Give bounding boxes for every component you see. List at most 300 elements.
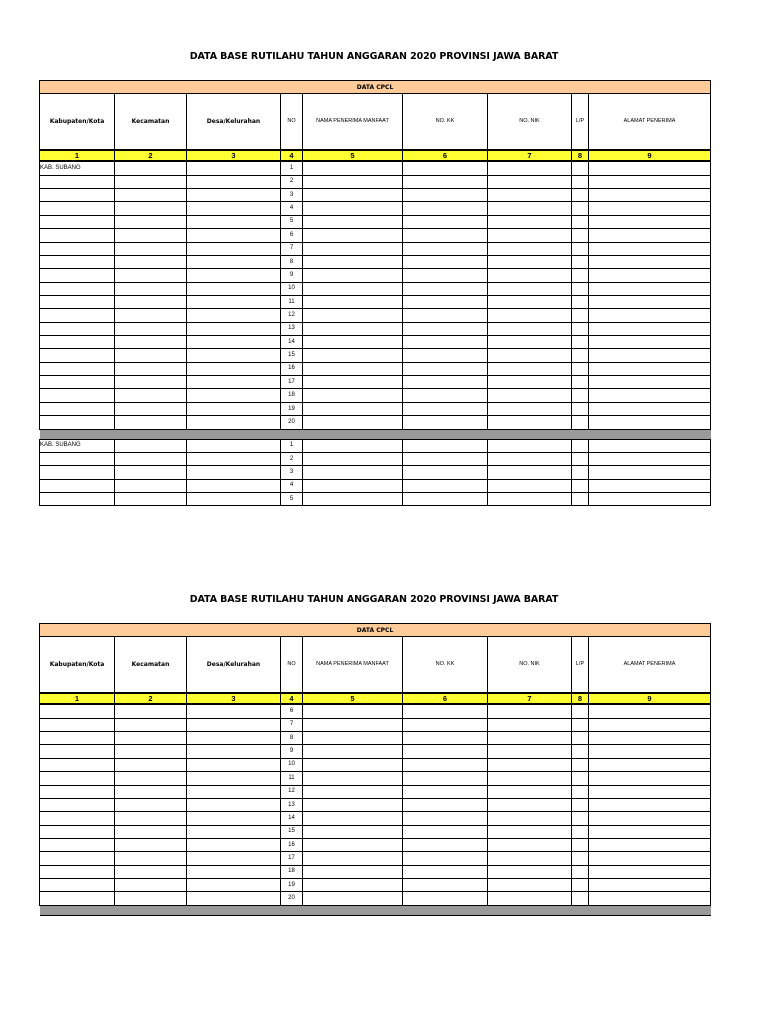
lp-cell[interactable] (572, 269, 589, 282)
alamat-penerima-cell[interactable] (589, 852, 711, 865)
alamat-penerima-cell[interactable] (589, 879, 711, 892)
kabupaten-kota-cell[interactable] (40, 704, 115, 718)
no-kk-cell[interactable] (403, 322, 488, 335)
lp-cell[interactable] (572, 175, 589, 188)
lp-cell[interactable] (572, 852, 589, 865)
lp-cell[interactable] (572, 322, 589, 335)
lp-cell[interactable] (572, 879, 589, 892)
desa-kelurahan-cell[interactable] (187, 202, 281, 215)
kabupaten-kota-cell[interactable] (40, 309, 115, 322)
kecamatan-cell[interactable] (115, 229, 187, 242)
no-nik-cell[interactable] (488, 745, 572, 758)
no-cell[interactable]: 13 (281, 322, 303, 335)
kabupaten-kota-cell[interactable] (40, 825, 115, 838)
alamat-penerima-cell[interactable] (589, 439, 711, 452)
no-kk-cell[interactable] (403, 812, 488, 825)
desa-kelurahan-cell[interactable] (187, 852, 281, 865)
desa-kelurahan-cell[interactable] (187, 879, 281, 892)
alamat-penerima-cell[interactable] (589, 229, 711, 242)
nama-penerima-manfaat-cell[interactable] (303, 812, 403, 825)
kecamatan-cell[interactable] (115, 202, 187, 215)
kecamatan-cell[interactable] (115, 309, 187, 322)
no-cell[interactable]: 12 (281, 785, 303, 798)
nama-penerima-manfaat-cell[interactable] (303, 492, 403, 505)
kecamatan-cell[interactable] (115, 389, 187, 402)
no-nik-cell[interactable] (488, 452, 572, 465)
no-kk-cell[interactable] (403, 416, 488, 429)
no-cell[interactable]: 2 (281, 452, 303, 465)
lp-cell[interactable] (572, 772, 589, 785)
alamat-penerima-cell[interactable] (589, 215, 711, 228)
alamat-penerima-cell[interactable] (589, 349, 711, 362)
lp-cell[interactable] (572, 812, 589, 825)
no-cell[interactable]: 20 (281, 892, 303, 905)
no-kk-cell[interactable] (403, 282, 488, 295)
nama-penerima-manfaat-cell[interactable] (303, 732, 403, 745)
kecamatan-cell[interactable] (115, 349, 187, 362)
kecamatan-cell[interactable] (115, 825, 187, 838)
desa-kelurahan-cell[interactable] (187, 718, 281, 731)
no-cell[interactable]: 11 (281, 295, 303, 308)
no-nik-cell[interactable] (488, 255, 572, 268)
no-kk-cell[interactable] (403, 492, 488, 505)
alamat-penerima-cell[interactable] (589, 202, 711, 215)
kecamatan-cell[interactable] (115, 838, 187, 851)
kecamatan-cell[interactable] (115, 852, 187, 865)
nama-penerima-manfaat-cell[interactable] (303, 336, 403, 349)
nama-penerima-manfaat-cell[interactable] (303, 376, 403, 389)
lp-cell[interactable] (572, 255, 589, 268)
alamat-penerima-cell[interactable] (589, 718, 711, 731)
desa-kelurahan-cell[interactable] (187, 798, 281, 811)
alamat-penerima-cell[interactable] (589, 269, 711, 282)
lp-cell[interactable] (572, 295, 589, 308)
no-cell[interactable]: 12 (281, 309, 303, 322)
no-cell[interactable]: 6 (281, 704, 303, 718)
desa-kelurahan-cell[interactable] (187, 479, 281, 492)
no-kk-cell[interactable] (403, 745, 488, 758)
alamat-penerima-cell[interactable] (589, 732, 711, 745)
desa-kelurahan-cell[interactable] (187, 175, 281, 188)
no-cell[interactable]: 9 (281, 269, 303, 282)
desa-kelurahan-cell[interactable] (187, 269, 281, 282)
nama-penerima-manfaat-cell[interactable] (303, 229, 403, 242)
lp-cell[interactable] (572, 336, 589, 349)
nama-penerima-manfaat-cell[interactable] (303, 416, 403, 429)
kabupaten-kota-cell[interactable] (40, 732, 115, 745)
alamat-penerima-cell[interactable] (589, 492, 711, 505)
kabupaten-kota-cell[interactable] (40, 798, 115, 811)
no-kk-cell[interactable] (403, 852, 488, 865)
no-cell[interactable]: 13 (281, 798, 303, 811)
nama-penerima-manfaat-cell[interactable] (303, 772, 403, 785)
kabupaten-kota-cell[interactable] (40, 389, 115, 402)
desa-kelurahan-cell[interactable] (187, 215, 281, 228)
no-nik-cell[interactable] (488, 466, 572, 479)
no-cell[interactable]: 16 (281, 838, 303, 851)
no-nik-cell[interactable] (488, 322, 572, 335)
nama-penerima-manfaat-cell[interactable] (303, 282, 403, 295)
kecamatan-cell[interactable] (115, 161, 187, 175)
no-kk-cell[interactable] (403, 215, 488, 228)
lp-cell[interactable] (572, 704, 589, 718)
kabupaten-kota-cell[interactable] (40, 215, 115, 228)
kabupaten-kota-cell[interactable] (40, 229, 115, 242)
alamat-penerima-cell[interactable] (589, 798, 711, 811)
no-cell[interactable]: 15 (281, 349, 303, 362)
no-kk-cell[interactable] (403, 309, 488, 322)
no-cell[interactable]: 8 (281, 732, 303, 745)
no-cell[interactable]: 1 (281, 161, 303, 175)
no-kk-cell[interactable] (403, 758, 488, 771)
no-nik-cell[interactable] (488, 215, 572, 228)
nama-penerima-manfaat-cell[interactable] (303, 161, 403, 175)
alamat-penerima-cell[interactable] (589, 838, 711, 851)
lp-cell[interactable] (572, 161, 589, 175)
no-kk-cell[interactable] (403, 439, 488, 452)
kecamatan-cell[interactable] (115, 758, 187, 771)
alamat-penerima-cell[interactable] (589, 255, 711, 268)
no-cell[interactable]: 6 (281, 229, 303, 242)
no-kk-cell[interactable] (403, 865, 488, 878)
desa-kelurahan-cell[interactable] (187, 322, 281, 335)
no-nik-cell[interactable] (488, 295, 572, 308)
kecamatan-cell[interactable] (115, 745, 187, 758)
nama-penerima-manfaat-cell[interactable] (303, 452, 403, 465)
lp-cell[interactable] (572, 282, 589, 295)
alamat-penerima-cell[interactable] (589, 389, 711, 402)
desa-kelurahan-cell[interactable] (187, 402, 281, 415)
kabupaten-kota-cell[interactable] (40, 202, 115, 215)
no-nik-cell[interactable] (488, 812, 572, 825)
no-kk-cell[interactable] (403, 189, 488, 202)
desa-kelurahan-cell[interactable] (187, 189, 281, 202)
kabupaten-kota-cell[interactable] (40, 255, 115, 268)
kabupaten-kota-cell[interactable] (40, 879, 115, 892)
no-nik-cell[interactable] (488, 402, 572, 415)
no-kk-cell[interactable] (403, 362, 488, 375)
alamat-penerima-cell[interactable] (589, 745, 711, 758)
nama-penerima-manfaat-cell[interactable] (303, 295, 403, 308)
alamat-penerima-cell[interactable] (589, 785, 711, 798)
kabupaten-kota-cell[interactable]: KAB. SUBANG (40, 161, 115, 175)
no-cell[interactable]: 10 (281, 282, 303, 295)
desa-kelurahan-cell[interactable] (187, 492, 281, 505)
lp-cell[interactable] (572, 215, 589, 228)
kabupaten-kota-cell[interactable] (40, 718, 115, 731)
no-cell[interactable]: 10 (281, 758, 303, 771)
alamat-penerima-cell[interactable] (589, 812, 711, 825)
no-nik-cell[interactable] (488, 389, 572, 402)
no-cell[interactable]: 19 (281, 402, 303, 415)
no-kk-cell[interactable] (403, 242, 488, 255)
kabupaten-kota-cell[interactable] (40, 452, 115, 465)
nama-penerima-manfaat-cell[interactable] (303, 704, 403, 718)
desa-kelurahan-cell[interactable] (187, 416, 281, 429)
kecamatan-cell[interactable] (115, 718, 187, 731)
alamat-penerima-cell[interactable] (589, 865, 711, 878)
no-nik-cell[interactable] (488, 439, 572, 452)
nama-penerima-manfaat-cell[interactable] (303, 879, 403, 892)
kabupaten-kota-cell[interactable] (40, 376, 115, 389)
alamat-penerima-cell[interactable] (589, 362, 711, 375)
kecamatan-cell[interactable] (115, 362, 187, 375)
no-cell[interactable]: 7 (281, 242, 303, 255)
kecamatan-cell[interactable] (115, 492, 187, 505)
no-kk-cell[interactable] (403, 785, 488, 798)
desa-kelurahan-cell[interactable] (187, 439, 281, 452)
nama-penerima-manfaat-cell[interactable] (303, 466, 403, 479)
alamat-penerima-cell[interactable] (589, 322, 711, 335)
lp-cell[interactable] (572, 825, 589, 838)
lp-cell[interactable] (572, 389, 589, 402)
no-nik-cell[interactable] (488, 838, 572, 851)
kecamatan-cell[interactable] (115, 865, 187, 878)
no-cell[interactable]: 1 (281, 439, 303, 452)
nama-penerima-manfaat-cell[interactable] (303, 439, 403, 452)
no-nik-cell[interactable] (488, 772, 572, 785)
kecamatan-cell[interactable] (115, 242, 187, 255)
no-cell[interactable]: 18 (281, 389, 303, 402)
no-nik-cell[interactable] (488, 229, 572, 242)
desa-kelurahan-cell[interactable] (187, 466, 281, 479)
no-nik-cell[interactable] (488, 349, 572, 362)
desa-kelurahan-cell[interactable] (187, 732, 281, 745)
desa-kelurahan-cell[interactable] (187, 161, 281, 175)
no-kk-cell[interactable] (403, 269, 488, 282)
kabupaten-kota-cell[interactable] (40, 336, 115, 349)
no-kk-cell[interactable] (403, 336, 488, 349)
no-kk-cell[interactable] (403, 255, 488, 268)
alamat-penerima-cell[interactable] (589, 189, 711, 202)
lp-cell[interactable] (572, 202, 589, 215)
kabupaten-kota-cell[interactable] (40, 852, 115, 865)
nama-penerima-manfaat-cell[interactable] (303, 189, 403, 202)
lp-cell[interactable] (572, 745, 589, 758)
kecamatan-cell[interactable] (115, 704, 187, 718)
desa-kelurahan-cell[interactable] (187, 229, 281, 242)
alamat-penerima-cell[interactable] (589, 772, 711, 785)
kecamatan-cell[interactable] (115, 812, 187, 825)
no-nik-cell[interactable] (488, 189, 572, 202)
alamat-penerima-cell[interactable] (589, 242, 711, 255)
kabupaten-kota-cell[interactable] (40, 349, 115, 362)
lp-cell[interactable] (572, 376, 589, 389)
no-cell[interactable]: 3 (281, 189, 303, 202)
no-nik-cell[interactable] (488, 758, 572, 771)
kabupaten-kota-cell[interactable] (40, 758, 115, 771)
nama-penerima-manfaat-cell[interactable] (303, 479, 403, 492)
kabupaten-kota-cell[interactable] (40, 479, 115, 492)
desa-kelurahan-cell[interactable] (187, 376, 281, 389)
no-kk-cell[interactable] (403, 161, 488, 175)
nama-penerima-manfaat-cell[interactable] (303, 838, 403, 851)
desa-kelurahan-cell[interactable] (187, 785, 281, 798)
kecamatan-cell[interactable] (115, 336, 187, 349)
no-kk-cell[interactable] (403, 376, 488, 389)
no-cell[interactable]: 14 (281, 812, 303, 825)
lp-cell[interactable] (572, 838, 589, 851)
kabupaten-kota-cell[interactable] (40, 838, 115, 851)
nama-penerima-manfaat-cell[interactable] (303, 892, 403, 905)
nama-penerima-manfaat-cell[interactable] (303, 825, 403, 838)
kabupaten-kota-cell[interactable] (40, 865, 115, 878)
no-cell[interactable]: 17 (281, 852, 303, 865)
no-cell[interactable]: 4 (281, 202, 303, 215)
no-kk-cell[interactable] (403, 892, 488, 905)
nama-penerima-manfaat-cell[interactable] (303, 309, 403, 322)
nama-penerima-manfaat-cell[interactable] (303, 215, 403, 228)
lp-cell[interactable] (572, 452, 589, 465)
alamat-penerima-cell[interactable] (589, 452, 711, 465)
no-kk-cell[interactable] (403, 202, 488, 215)
no-cell[interactable]: 5 (281, 492, 303, 505)
alamat-penerima-cell[interactable] (589, 479, 711, 492)
kecamatan-cell[interactable] (115, 439, 187, 452)
lp-cell[interactable] (572, 758, 589, 771)
lp-cell[interactable] (572, 785, 589, 798)
lp-cell[interactable] (572, 229, 589, 242)
no-cell[interactable]: 14 (281, 336, 303, 349)
nama-penerima-manfaat-cell[interactable] (303, 389, 403, 402)
no-nik-cell[interactable] (488, 732, 572, 745)
kecamatan-cell[interactable] (115, 466, 187, 479)
kabupaten-kota-cell[interactable] (40, 269, 115, 282)
no-cell[interactable]: 20 (281, 416, 303, 429)
desa-kelurahan-cell[interactable] (187, 255, 281, 268)
alamat-penerima-cell[interactable] (589, 758, 711, 771)
no-kk-cell[interactable] (403, 732, 488, 745)
no-cell[interactable]: 9 (281, 745, 303, 758)
kecamatan-cell[interactable] (115, 175, 187, 188)
nama-penerima-manfaat-cell[interactable] (303, 785, 403, 798)
kabupaten-kota-cell[interactable] (40, 175, 115, 188)
no-kk-cell[interactable] (403, 389, 488, 402)
no-kk-cell[interactable] (403, 772, 488, 785)
desa-kelurahan-cell[interactable] (187, 772, 281, 785)
no-nik-cell[interactable] (488, 282, 572, 295)
desa-kelurahan-cell[interactable] (187, 758, 281, 771)
no-nik-cell[interactable] (488, 362, 572, 375)
alamat-penerima-cell[interactable] (589, 466, 711, 479)
no-nik-cell[interactable] (488, 416, 572, 429)
no-nik-cell[interactable] (488, 704, 572, 718)
no-kk-cell[interactable] (403, 718, 488, 731)
no-kk-cell[interactable] (403, 175, 488, 188)
no-kk-cell[interactable] (403, 479, 488, 492)
no-nik-cell[interactable] (488, 492, 572, 505)
alamat-penerima-cell[interactable] (589, 309, 711, 322)
lp-cell[interactable] (572, 416, 589, 429)
kecamatan-cell[interactable] (115, 479, 187, 492)
kecamatan-cell[interactable] (115, 452, 187, 465)
lp-cell[interactable] (572, 402, 589, 415)
desa-kelurahan-cell[interactable] (187, 242, 281, 255)
kecamatan-cell[interactable] (115, 785, 187, 798)
no-kk-cell[interactable] (403, 402, 488, 415)
nama-penerima-manfaat-cell[interactable] (303, 349, 403, 362)
alamat-penerima-cell[interactable] (589, 376, 711, 389)
nama-penerima-manfaat-cell[interactable] (303, 362, 403, 375)
kabupaten-kota-cell[interactable] (40, 282, 115, 295)
kabupaten-kota-cell[interactable] (40, 466, 115, 479)
no-nik-cell[interactable] (488, 202, 572, 215)
nama-penerima-manfaat-cell[interactable] (303, 758, 403, 771)
no-cell[interactable]: 8 (281, 255, 303, 268)
kabupaten-kota-cell[interactable] (40, 402, 115, 415)
desa-kelurahan-cell[interactable] (187, 295, 281, 308)
kabupaten-kota-cell[interactable] (40, 492, 115, 505)
no-cell[interactable]: 19 (281, 879, 303, 892)
no-nik-cell[interactable] (488, 825, 572, 838)
no-nik-cell[interactable] (488, 161, 572, 175)
lp-cell[interactable] (572, 718, 589, 731)
no-nik-cell[interactable] (488, 785, 572, 798)
kabupaten-kota-cell[interactable] (40, 242, 115, 255)
kecamatan-cell[interactable] (115, 322, 187, 335)
desa-kelurahan-cell[interactable] (187, 825, 281, 838)
kecamatan-cell[interactable] (115, 416, 187, 429)
kabupaten-kota-cell[interactable] (40, 812, 115, 825)
no-nik-cell[interactable] (488, 242, 572, 255)
no-nik-cell[interactable] (488, 892, 572, 905)
kecamatan-cell[interactable] (115, 255, 187, 268)
lp-cell[interactable] (572, 865, 589, 878)
no-nik-cell[interactable] (488, 479, 572, 492)
no-cell[interactable]: 2 (281, 175, 303, 188)
lp-cell[interactable] (572, 798, 589, 811)
lp-cell[interactable] (572, 189, 589, 202)
lp-cell[interactable] (572, 242, 589, 255)
no-nik-cell[interactable] (488, 309, 572, 322)
kabupaten-kota-cell[interactable] (40, 785, 115, 798)
desa-kelurahan-cell[interactable] (187, 745, 281, 758)
no-kk-cell[interactable] (403, 295, 488, 308)
desa-kelurahan-cell[interactable] (187, 389, 281, 402)
desa-kelurahan-cell[interactable] (187, 452, 281, 465)
nama-penerima-manfaat-cell[interactable] (303, 745, 403, 758)
no-kk-cell[interactable] (403, 452, 488, 465)
lp-cell[interactable] (572, 466, 589, 479)
kabupaten-kota-cell[interactable] (40, 362, 115, 375)
lp-cell[interactable] (572, 479, 589, 492)
no-cell[interactable]: 7 (281, 718, 303, 731)
no-kk-cell[interactable] (403, 229, 488, 242)
no-kk-cell[interactable] (403, 798, 488, 811)
no-kk-cell[interactable] (403, 879, 488, 892)
lp-cell[interactable] (572, 349, 589, 362)
nama-penerima-manfaat-cell[interactable] (303, 402, 403, 415)
kecamatan-cell[interactable] (115, 215, 187, 228)
no-nik-cell[interactable] (488, 798, 572, 811)
desa-kelurahan-cell[interactable] (187, 838, 281, 851)
nama-penerima-manfaat-cell[interactable] (303, 865, 403, 878)
kabupaten-kota-cell[interactable] (40, 322, 115, 335)
kabupaten-kota-cell[interactable] (40, 295, 115, 308)
desa-kelurahan-cell[interactable] (187, 349, 281, 362)
no-nik-cell[interactable] (488, 879, 572, 892)
no-kk-cell[interactable] (403, 349, 488, 362)
kabupaten-kota-cell[interactable] (40, 772, 115, 785)
kecamatan-cell[interactable] (115, 269, 187, 282)
nama-penerima-manfaat-cell[interactable] (303, 202, 403, 215)
kabupaten-kota-cell[interactable]: KAB. SUBANG (40, 439, 115, 452)
kecamatan-cell[interactable] (115, 282, 187, 295)
alamat-penerima-cell[interactable] (589, 402, 711, 415)
alamat-penerima-cell[interactable] (589, 336, 711, 349)
nama-penerima-manfaat-cell[interactable] (303, 255, 403, 268)
lp-cell[interactable] (572, 309, 589, 322)
